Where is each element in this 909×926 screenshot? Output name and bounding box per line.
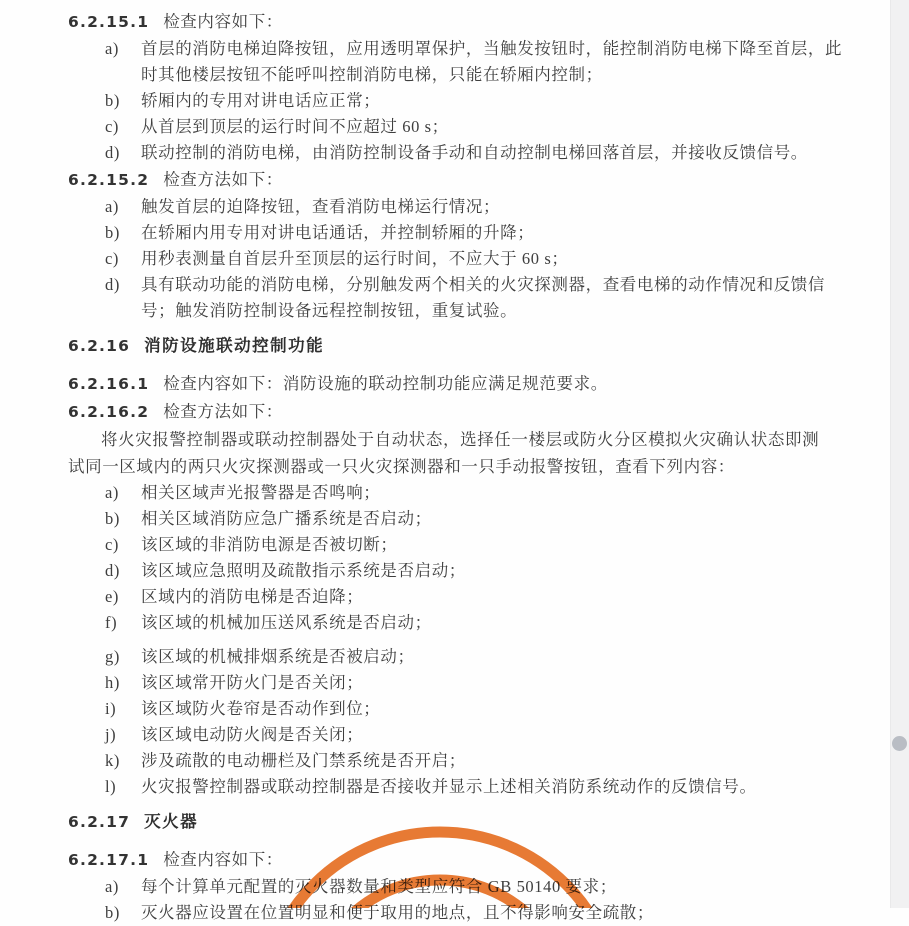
item-label: h) [105,673,120,692]
clause-6-2-16-1 [68,370,843,398]
item-text: 相关区域声光报警器是否鸣响； [141,483,381,502]
item-text: 区域内的消防电梯是否迫降； [141,587,364,606]
item-text: 该区域的机械排烟系统是否被启动； [141,647,415,666]
section-heading-6-2-17 [68,808,843,836]
item-label: c) [105,117,120,136]
list-item [68,670,843,696]
item-label: e) [105,587,120,606]
clause-6-2-17-1 [68,846,843,926]
item-label: j) [105,725,117,744]
item-text: 该区域的机械加压送风系统是否启动； [141,613,432,632]
clause-heading [68,166,843,194]
item-label: c) [105,535,120,554]
item-label: g) [105,647,120,666]
item-label: a) [105,39,120,58]
list-item [68,194,843,220]
item-label: a) [105,877,120,896]
item-text: 该区域常开防火门是否关闭； [141,673,364,692]
section-title: 灭火器 [144,812,199,831]
list-item [68,36,843,88]
list-item [68,114,843,140]
list-item [68,272,843,324]
item-text: 联动控制的消防电梯，由消防控制设备手动和自动控制电梯回落首层，并接收反馈信号。 [141,143,808,162]
item-label: i) [105,699,117,718]
clause-6-2-15-1 [68,8,843,166]
item-label: k) [105,751,120,770]
list-item [68,610,843,636]
list-item [68,644,843,670]
clause-heading [68,8,843,36]
list-item [68,722,843,748]
item-text: 该区域电动防火阀是否关闭； [141,725,364,744]
item-label: b) [105,91,120,110]
item-label: d) [105,143,120,162]
item-text: 首层的消防电梯迫降按钮，应用透明罩保护，当触发按钮时，能控制消防电梯下降至首层，此时其他楼层按钮不能呼叫控制消防电梯，只能在轿厢内控制； [141,39,843,84]
clause-title: 检查内容如下： [163,12,283,31]
section-number: 6.2.17 [68,813,131,831]
item-label: b) [105,223,120,242]
clause-title: 检查内容如下：消防设施的联动控制功能应满足规范要求。 [163,374,608,393]
item-text: 轿厢内的专用对讲电话应正常； [141,91,381,110]
clause-paragraph: 将火灾报警控制器或联动控制器处于自动状态，选择任一楼层或防火分区模拟火灾确认状态即测试同一区域内的两只火灾探测器或一只火灾探测器和一只手动报警按钮，查看下列内容： [68,430,820,476]
list-item [68,558,843,584]
item-label: b) [105,903,120,922]
item-text: 在轿厢内用专用对讲电话通话，并控制轿厢的升降； [141,223,535,242]
clause-title: 检查方法如下： [163,170,283,189]
item-label: b) [105,509,120,528]
scrollbar-track[interactable] [890,0,909,908]
scrollbar-thumb[interactable] [892,736,907,751]
clause-number: 6.2.17.1 [68,851,150,869]
item-text: 该区域防火卷帘是否动作到位； [141,699,381,718]
section-heading-6-2-16 [68,332,843,360]
clause-heading [68,398,843,426]
list-item [68,584,843,610]
list-item [68,140,843,166]
item-label: d) [105,561,120,580]
clause-title: 检查内容如下： [163,850,283,869]
clause-number: 6.2.16.1 [68,375,150,393]
list-item [68,696,843,722]
list-item [68,220,843,246]
list-item [68,900,843,926]
item-label: f) [105,613,118,632]
item-label: a) [105,197,120,216]
list-item [68,506,843,532]
item-text: 灭火器应设置在位置明显和便于取用的地点，且不得影响安全疏散； [141,903,654,922]
list-item [68,532,843,558]
list-item [68,748,843,774]
list-item [68,874,843,900]
clause-6-2-16-2 [68,398,843,800]
item-text: 具有联动功能的消防电梯，分别触发两个相关的火灾探测器，查看电梯的动作情况和反馈信号；触发消防控制设备远程控制按钮，重复试验。 [141,275,825,320]
list-item [68,774,843,800]
list-item [68,480,843,506]
item-text: 每个计算单元配置的灭火器数量和类型应符合 GB 50140 要求； [141,877,617,896]
clause-title: 检查方法如下： [163,402,283,421]
clause-number: 6.2.16.2 [68,403,150,421]
item-text: 该区域应急照明及疏散指示系统是否启动； [141,561,466,580]
item-text: 从首层到顶层的运行时间不应超过 60 s； [141,117,449,136]
clause-6-2-15-2 [68,166,843,324]
item-label: a) [105,483,120,502]
item-text: 该区域的非消防电源是否被切断； [141,535,398,554]
clause-number: 6.2.15.2 [68,171,150,189]
item-label: c) [105,249,120,268]
item-label: d) [105,275,120,294]
item-label: l) [105,777,117,796]
item-text: 触发首层的迫降按钮，查看消防电梯运行情况； [141,197,501,216]
section-title: 消防设施联动控制功能 [144,336,325,355]
section-number: 6.2.16 [68,337,131,355]
clause-number: 6.2.15.1 [68,13,150,31]
item-text: 火灾报警控制器或联动控制器是否接收并显示上述相关消防系统动作的反馈信号。 [141,777,757,796]
item-text: 用秒表测量自首层升至顶层的运行时间，不应大于 60 s； [141,249,569,268]
item-text: 涉及疏散的电动栅栏及门禁系统是否开启； [141,751,466,770]
clause-heading [68,846,843,874]
list-item [68,88,843,114]
list-item [68,246,843,272]
item-text: 相关区域消防应急广播系统是否启动； [141,509,432,528]
